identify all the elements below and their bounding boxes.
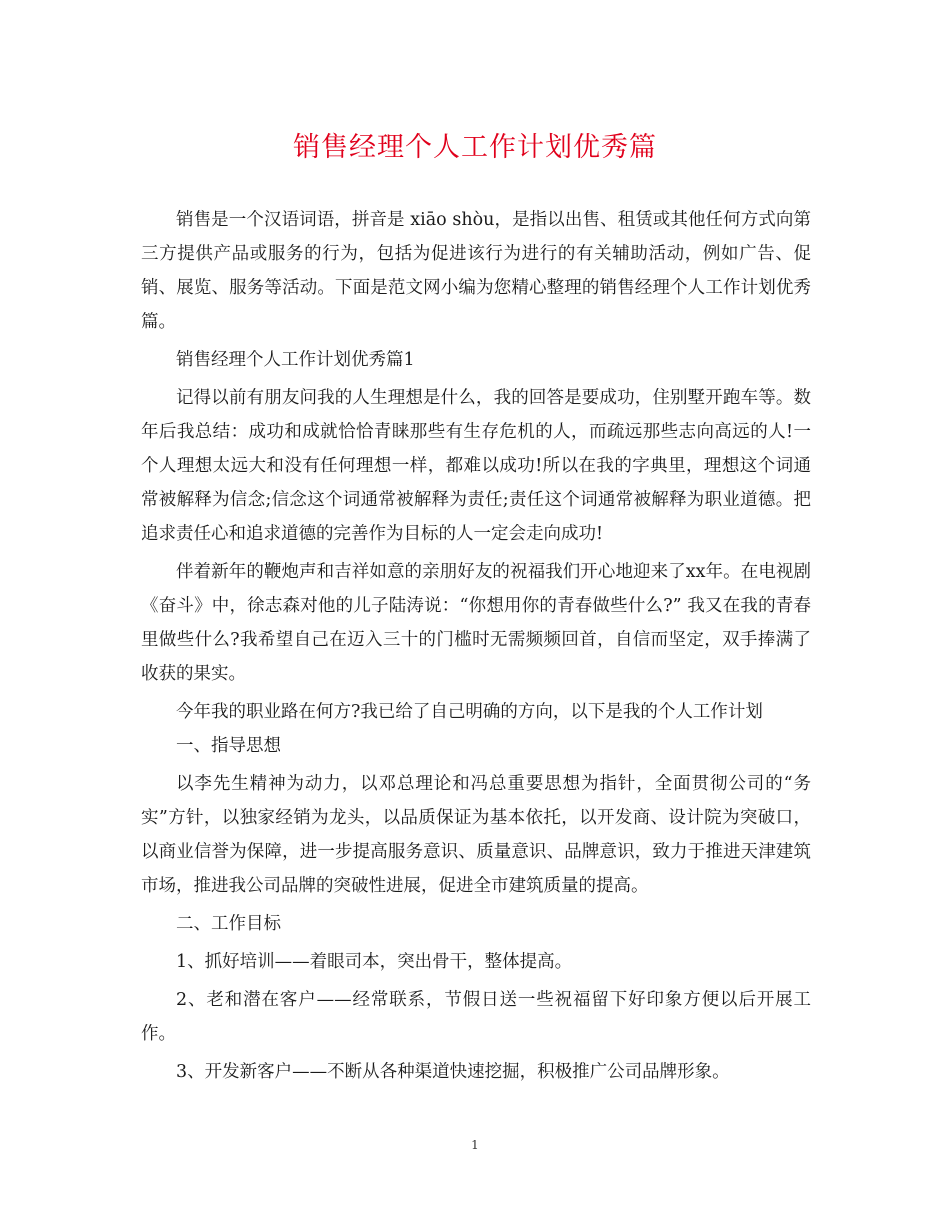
paragraph-intro: 销售是一个汉语词语，拼音是 xiāo shòu，是指以出售、租赁或其他任何方式向第三方提供产品或服务的行为，包括为促进该行为进行的有关辅助活动，例如广告、促销、展览、服务等活动。下面是范文网小编为您精心整理的销售经理个人工作计划优秀篇。 — [141, 210, 811, 332]
paragraph: 记得以前有朋友问我的人生理想是什么，我的回答是要成功，住别墅开跑车等。数年后我总结：成功和成就恰恰青睐那些有生存危机的人，而疏远那些志向高远的人!一个人理想太远大和没有任何理想一样，都难以成功!所以在我的字典里，理想这个词通常被解释为信念;信念这个词通常被解释为责任;责任这个词通常被解释为职业道德。把追求责任心和追求道德的完善作为目标的人一定会走向成功! — [141, 388, 811, 544]
document-title: 销售经理个人工作计划优秀篇 — [293, 132, 657, 163]
paragraph: 今年我的职业路在何方?我已给了自己明确的方向，以下是我的个人工作计划 — [176, 702, 763, 722]
page-number: 1 — [471, 1138, 479, 1152]
list-item: 3、开发新客户——不断从各种渠道快速挖掘，积极推广公司品牌形象。 — [176, 1062, 730, 1082]
list-item: 1、抓好培训——着眼司本，突出骨干，整体提高。 — [176, 952, 573, 972]
section-heading-guiding: 一、指导思想 — [176, 736, 281, 756]
section-heading-goals: 二、工作目标 — [176, 914, 281, 934]
document-body — [141, 203, 811, 1089]
list-item: 2、老和潜在客户——经常联系，节假日送一些祝福留下好印象方便以后开展工作。 — [141, 990, 811, 1044]
paragraph: 以李先生精神为动力，以邓总理论和冯总重要思想为指针，全面贯彻公司的“务实”方针，以独家经销为龙头，以品质保证为基本依托，以开发商、设计院为突破口，以商业信誉为保障，进一步提高服务意识、质量意识、品牌意识，致力于推进天津建筑市场，推进我公司品牌的突破性进展，促进全市建筑质量的提高。 — [141, 774, 811, 896]
paragraph: 伴着新年的鞭炮声和吉祥如意的亲朋好友的祝福我们开心地迎来了xx年。在电视剧《奋斗》中，徐志森对他的儿子陆涛说：“你想用你的青春做些什么?” 我又在我的青春里做些什么?我希望自己在迈入三十的门槛时无需频频回首，自信而坚定，双手捧满了收获的果实。 — [141, 562, 811, 684]
section-heading-1: 销售经理个人工作计划优秀篇1 — [176, 350, 415, 370]
